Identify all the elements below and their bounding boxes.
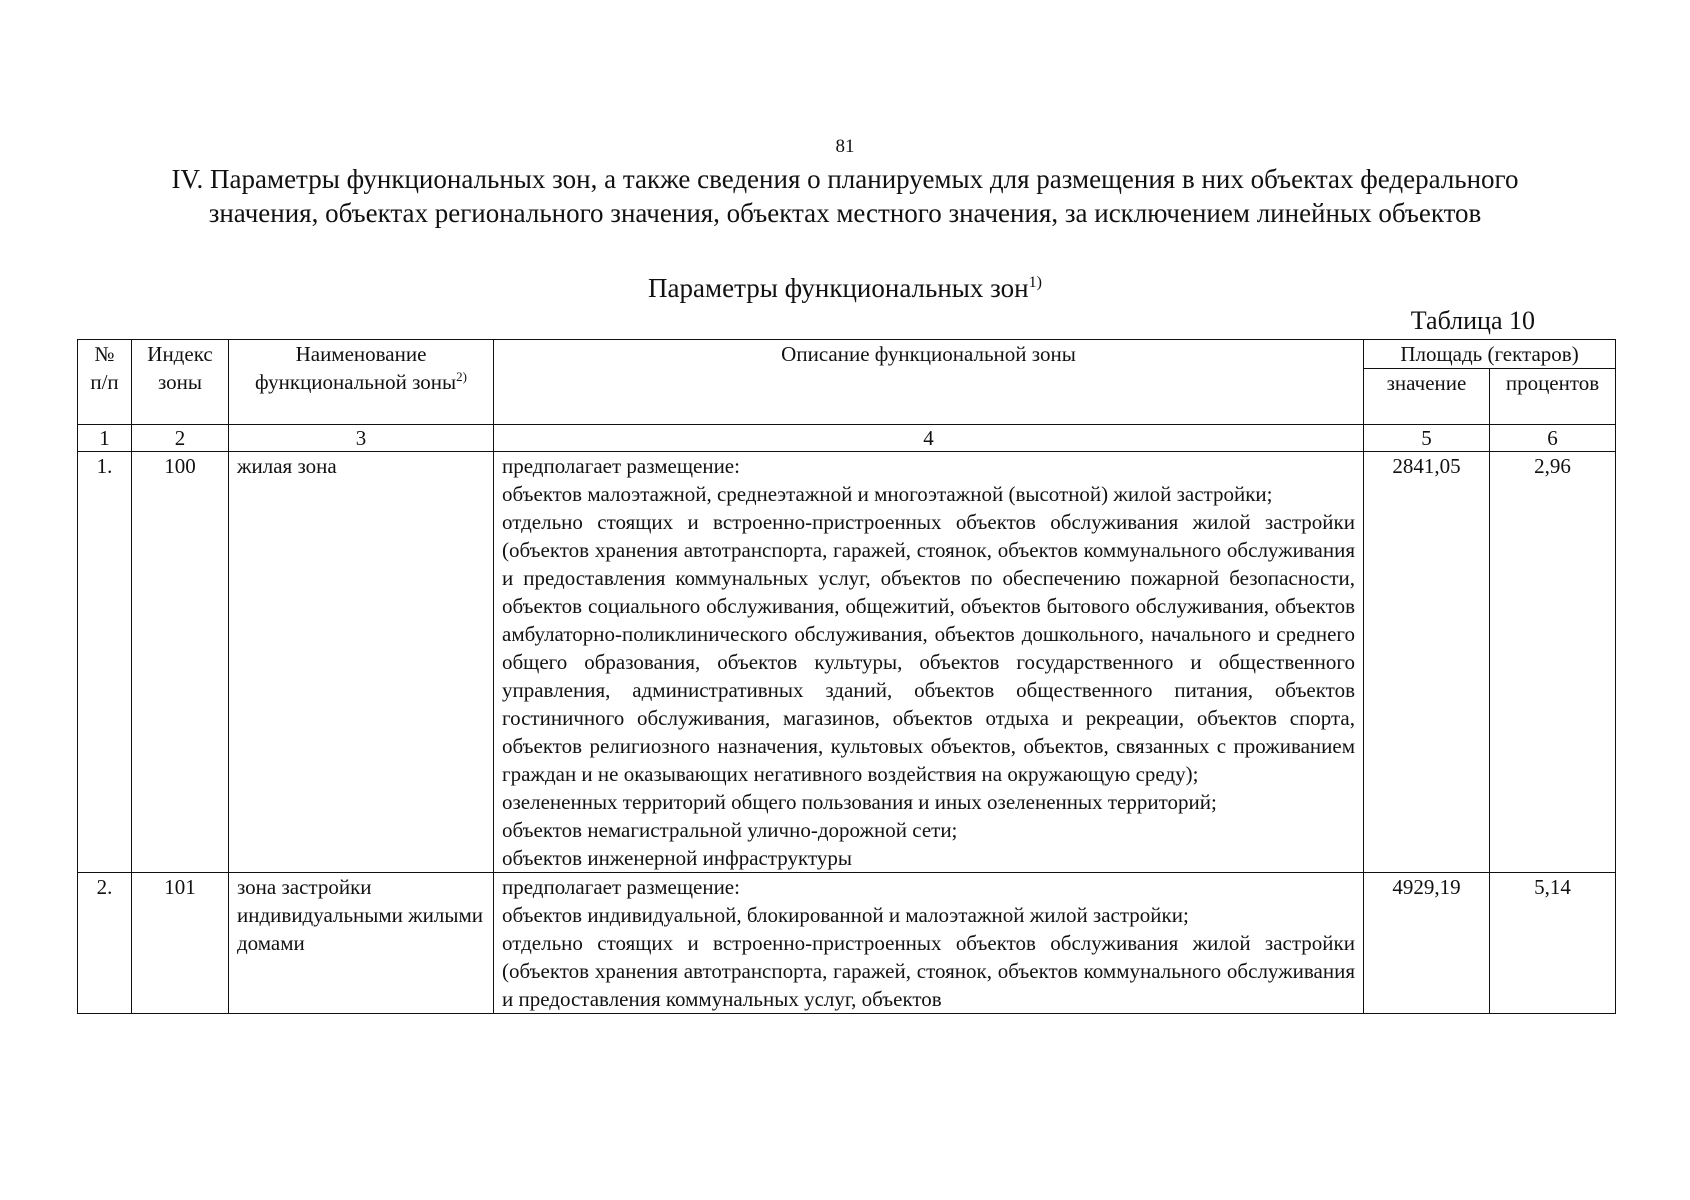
description-line: объектов немагистральной улично-дорожной сети;	[502, 818, 958, 842]
column-number: 2	[132, 425, 229, 452]
row-zone-name: зона застройки индивидуальными жилыми домами	[229, 873, 494, 1014]
row-index: 100	[132, 452, 229, 873]
row-description	[494, 873, 1364, 1014]
row-num: 1.	[78, 452, 132, 873]
table-row	[78, 452, 1616, 873]
row-area-value: 2841,05	[1364, 452, 1490, 873]
header-name-text: Наименование функциональной зоны	[255, 342, 457, 394]
row-area-value: 4929,19	[1364, 873, 1490, 1014]
row-zone-name: жилая зона	[229, 452, 494, 873]
description-line: предполагает размещение:	[502, 875, 740, 899]
column-number: 3	[229, 425, 494, 452]
header-num: № п/п	[78, 340, 132, 425]
row-area-percent: 2,96	[1490, 452, 1616, 873]
section-title: IV. Параметры функциональных зон, а также сведения о планируемых для размещения в них объектах федерального значения, объектах регионального значения, объектах местного значения, за исключением линейных объектов	[171, 164, 1519, 228]
description-line: озелененных территорий общего пользования и иных озелененных территорий;	[502, 790, 1217, 814]
header-name-footnote: 2)	[456, 369, 467, 384]
description-line: отдельно стоящих и встроенно-пристроенных объектов обслуживания жилой застройки (объектов хранения автотранспорта, гаражей, стоянок, объектов коммунального обслуживания и предоставления коммунальных услуг, объектов по обеспечению пожарной безопасности, объектов социального обслуживания, общежитий, объектов бытового обслуживания, объектов амбулаторно-поликлинического обслуживания, объектов дошкольного, начального и среднего общего образования, объектов культуры, объектов государственного и общественного управления, административных зданий, объектов общественного питания, объектов гостиничного обслуживания, магазинов, объектов отдыха и рекреации, объектов спорта, объектов религиозного назначения, культовых объектов, объектов, связанных с проживанием граждан и не оказывающих негативного воздействия на окружающую среду);	[502, 510, 1355, 786]
header-name	[229, 340, 494, 425]
description-line: отдельно стоящих и встроенно-пристроенных объектов обслуживания жилой застройки (объектов хранения автотранспорта, гаражей, стоянок, объектов коммунального обслуживания и предоставления коммунальных услуг, объектов	[502, 931, 1355, 1011]
description-line: предполагает размещение:	[502, 454, 740, 478]
subtitle-text: Параметры функциональных зон	[648, 273, 1029, 303]
column-number: 4	[494, 425, 1364, 452]
description-line: объектов индивидуальной, блокированной и малоэтажной жилой застройки;	[502, 903, 1189, 927]
subtitle-footnote-mark: 1)	[1028, 274, 1042, 291]
functional-zones-table	[77, 339, 1616, 1014]
header-index: Индекс зоны	[132, 340, 229, 425]
description-line: объектов малоэтажной, среднеэтажной и многоэтажной (высотной) жилой застройки;	[502, 482, 1273, 506]
row-area-percent: 5,14	[1490, 873, 1616, 1014]
column-number: 5	[1364, 425, 1490, 452]
table-subtitle	[0, 273, 1690, 304]
header-value: значение	[1364, 369, 1490, 425]
table-label: Таблица 10	[1410, 306, 1535, 335]
header-description: Описание функциональной зоны	[494, 340, 1364, 425]
header-area: Площадь (гектаров)	[1364, 340, 1616, 369]
column-number: 6	[1490, 425, 1616, 452]
header-percent: процентов	[1490, 369, 1616, 425]
column-number: 1	[78, 425, 132, 452]
row-index: 101	[132, 873, 229, 1014]
column-number-row	[78, 425, 1616, 452]
description-line: объектов инженерной инфраструктуры	[502, 846, 852, 870]
table-row	[78, 873, 1616, 1014]
row-description	[494, 452, 1364, 873]
page-number: 81	[835, 136, 855, 157]
row-num: 2.	[78, 873, 132, 1014]
